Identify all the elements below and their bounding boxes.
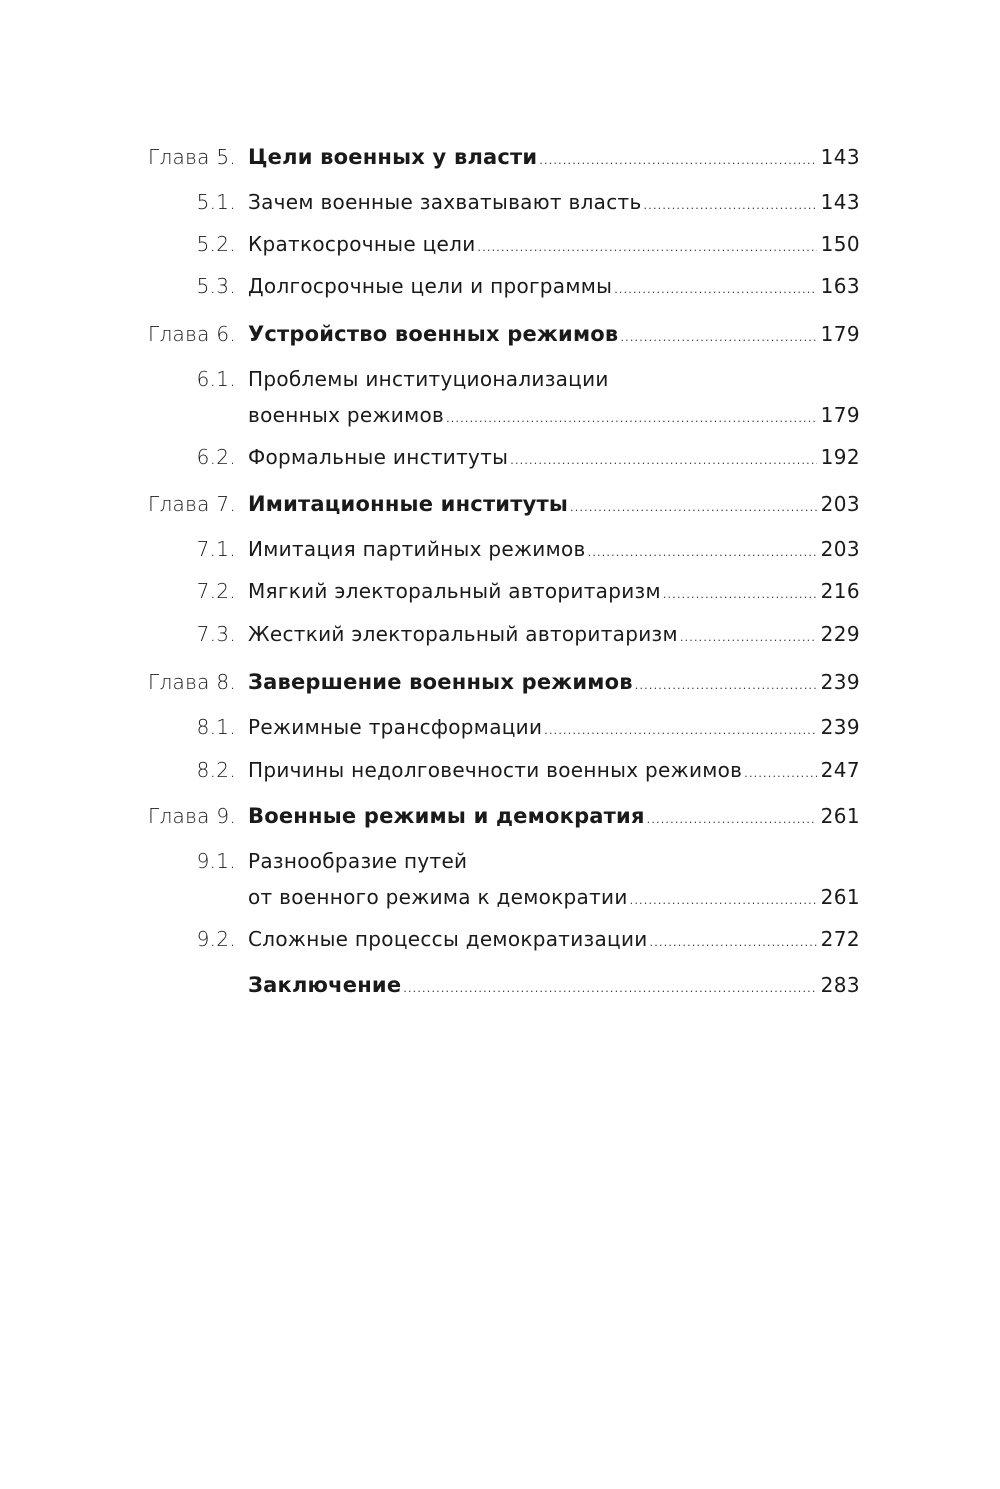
page-number: 229 — [820, 622, 860, 646]
page-number: 261 — [820, 885, 860, 909]
toc-section-8-1[interactable] — [0, 709, 1000, 745]
dot-leader — [680, 632, 817, 643]
toc-section-7-2[interactable] — [0, 573, 1000, 609]
chapter-label: Глава 5. — [148, 145, 236, 169]
dot-leader — [539, 155, 816, 166]
section-title: Жесткий электоральный авторитаризм — [248, 622, 678, 646]
dot-leader — [647, 814, 817, 825]
page-number: 283 — [820, 973, 860, 997]
section-number: 5.3. — [196, 274, 236, 298]
dot-leader — [644, 200, 817, 211]
toc-section-9-2[interactable] — [0, 921, 1000, 957]
dot-leader — [544, 725, 816, 736]
toc-section-5-2[interactable] — [0, 226, 1000, 262]
page-number: 150 — [820, 232, 860, 256]
page-number: 203 — [820, 537, 860, 561]
dot-leader — [635, 680, 817, 691]
section-title: Долгосрочные цели и программы — [248, 274, 613, 298]
section-title: Сложные процессы демократизации — [248, 927, 648, 951]
section-number: 5.2. — [196, 232, 236, 256]
toc-conclusion[interactable] — [0, 967, 1000, 1003]
page-number: 216 — [820, 579, 860, 603]
page-number: 203 — [820, 492, 860, 516]
section-title: Краткосрочные цели — [248, 232, 476, 256]
chapter-title: Имитационные институты — [248, 492, 569, 516]
page-number: 239 — [820, 670, 860, 694]
section-title: Имитация партийных режимов — [248, 537, 586, 561]
page-number: 192 — [820, 445, 860, 469]
dot-leader — [403, 983, 816, 994]
section-title: Формальные институты — [248, 445, 509, 469]
page-number: 272 — [820, 927, 860, 951]
section-title: Зачем военные захватывают власть — [248, 190, 642, 214]
chapter-label: Глава 7. — [148, 492, 236, 516]
dot-leader — [510, 455, 816, 466]
page-number: 179 — [820, 322, 860, 346]
chapter-label: Глава 8. — [148, 670, 236, 694]
dot-leader — [614, 284, 816, 295]
section-title-line2: военных режимов — [248, 403, 445, 427]
toc-chapter-5[interactable] — [0, 139, 1000, 175]
dot-leader — [478, 242, 817, 253]
page-number: 143 — [820, 190, 860, 214]
section-title-line1: Проблемы институционализации — [248, 367, 609, 391]
dot-leader — [630, 895, 817, 906]
section-number: 6.2. — [196, 445, 236, 469]
section-title: Мягкий электоральный авторитаризм — [248, 579, 661, 603]
toc-section-7-1[interactable] — [0, 531, 1000, 567]
dot-leader — [570, 502, 817, 513]
toc-section-7-3[interactable] — [0, 616, 1000, 652]
chapter-title: Военные режимы и демократия — [248, 804, 645, 828]
dot-leader — [446, 413, 817, 424]
section-title: Причины недолговечности военных режимов — [248, 758, 743, 782]
toc-section-5-1[interactable] — [0, 184, 1000, 220]
toc-section-9-1-line1[interactable] — [0, 843, 1000, 879]
page-number: 163 — [820, 274, 860, 298]
toc-section-5-3[interactable] — [0, 268, 1000, 304]
toc-chapter-9[interactable] — [0, 798, 1000, 834]
toc-section-6-1-line2[interactable] — [0, 397, 1000, 433]
section-number: 9.1. — [196, 849, 236, 873]
section-number: 8.1. — [196, 715, 236, 739]
toc-section-8-2[interactable] — [0, 752, 1000, 788]
section-number: 5.1. — [196, 190, 236, 214]
toc-chapter-7[interactable] — [0, 486, 1000, 522]
toc-chapter-8[interactable] — [0, 664, 1000, 700]
chapter-label: Глава 9. — [148, 804, 236, 828]
dot-leader — [663, 589, 817, 600]
chapter-title: Завершение военных режимов — [248, 670, 633, 694]
toc-section-9-1-line2[interactable] — [0, 879, 1000, 915]
section-number: 8.2. — [196, 758, 236, 782]
page-number: 179 — [820, 403, 860, 427]
page-number: 239 — [820, 715, 860, 739]
dot-leader — [620, 332, 816, 343]
dot-leader — [588, 547, 817, 558]
page-number: 247 — [820, 758, 860, 782]
page-number: 143 — [820, 145, 860, 169]
section-number: 7.2. — [196, 579, 236, 603]
chapter-title: Устройство военных режимов — [248, 322, 619, 346]
dot-leader — [650, 937, 817, 948]
toc-section-6-1-line1[interactable] — [0, 361, 1000, 397]
conclusion-title: Заключение — [248, 973, 402, 997]
page-number: 261 — [820, 804, 860, 828]
section-number: 7.1. — [196, 537, 236, 561]
section-number: 9.2. — [196, 927, 236, 951]
section-number: 6.1. — [196, 367, 236, 391]
toc-chapter-6[interactable] — [0, 316, 1000, 352]
chapter-title: Цели военных у власти — [248, 145, 538, 169]
section-title-line1: Разнообразие путей — [248, 849, 468, 873]
section-title: Режимные трансформации — [248, 715, 543, 739]
toc-section-6-2[interactable] — [0, 439, 1000, 475]
dot-leader — [744, 768, 816, 779]
section-number: 7.3. — [196, 622, 236, 646]
chapter-label: Глава 6. — [148, 322, 236, 346]
section-title-line2: от военного режима к демократии — [248, 885, 628, 909]
